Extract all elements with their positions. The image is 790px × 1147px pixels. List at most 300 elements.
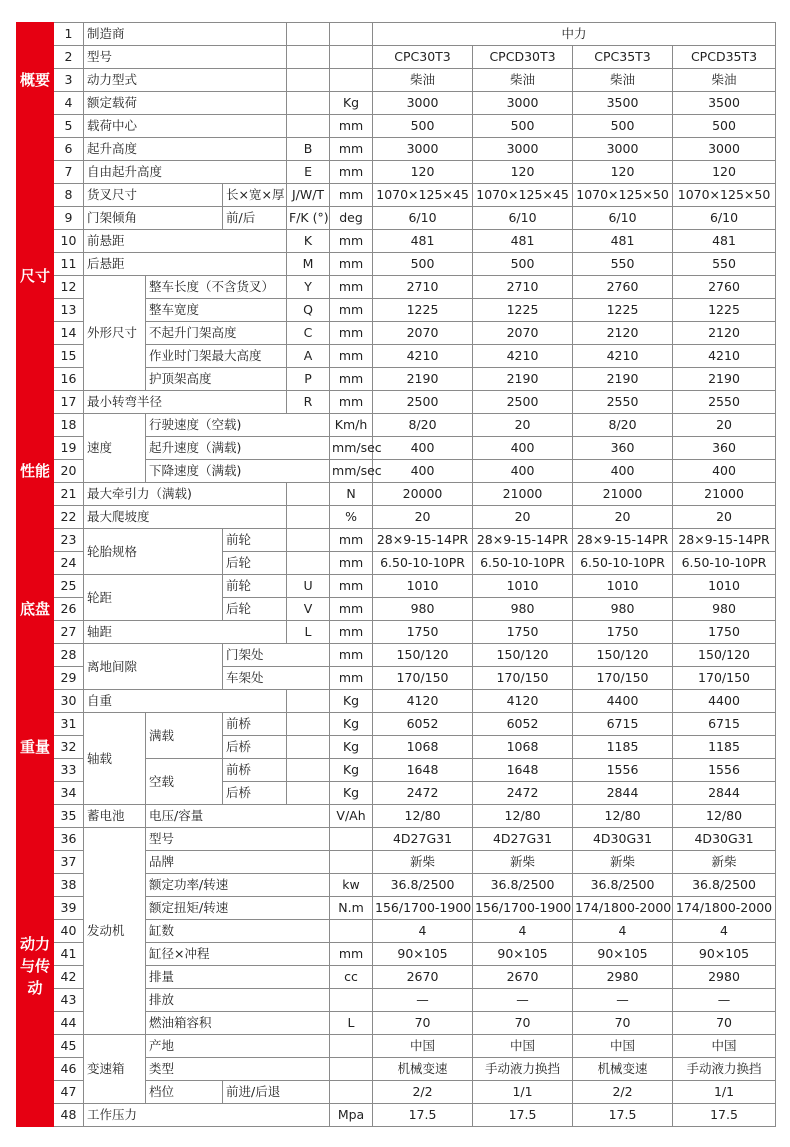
- spec-value: 70: [673, 1012, 776, 1035]
- spec-value: 500: [373, 253, 473, 276]
- spec-table: [16, 22, 776, 1127]
- table-cell: mm: [330, 322, 373, 345]
- row-number: 41: [54, 943, 84, 966]
- spec-value: 174/1800-2000: [673, 897, 776, 920]
- table-cell: 轮距: [84, 575, 223, 621]
- dimension-code: M: [287, 253, 330, 276]
- spec-value: 1070×125×45: [373, 184, 473, 207]
- spec-value: 新柴: [373, 851, 473, 874]
- table-cell: [330, 851, 373, 874]
- spec-value: 4: [673, 920, 776, 943]
- spec-value: 新柴: [473, 851, 573, 874]
- spec-value: 1750: [573, 621, 673, 644]
- spec-value: 174/1800-2000: [573, 897, 673, 920]
- spec-value: 1750: [673, 621, 776, 644]
- spec-value: 3000: [673, 138, 776, 161]
- table-cell: 外形尺寸: [84, 276, 146, 391]
- table-row: [17, 414, 776, 437]
- spec-value: 机械变速: [573, 1058, 673, 1081]
- table-row: [17, 506, 776, 529]
- table-cell: N.m: [330, 897, 373, 920]
- spec-value: 21000: [573, 483, 673, 506]
- table-cell: 额定功率/转速: [146, 874, 330, 897]
- row-number: 4: [54, 92, 84, 115]
- spec-value: 6052: [373, 713, 473, 736]
- model-header: CPC30T3: [373, 46, 473, 69]
- table-cell: [287, 46, 330, 69]
- table-row: [17, 115, 776, 138]
- spec-value: 170/150: [673, 667, 776, 690]
- table-cell: Kg: [330, 690, 373, 713]
- dimension-code: L: [287, 621, 330, 644]
- table-row: [17, 69, 776, 92]
- spec-value: 6052: [473, 713, 573, 736]
- spec-value: 4210: [373, 345, 473, 368]
- spec-value: 150/120: [373, 644, 473, 667]
- row-number: 21: [54, 483, 84, 506]
- dimension-code: K: [287, 230, 330, 253]
- spec-value: 70: [573, 1012, 673, 1035]
- spec-value: 中国: [473, 1035, 573, 1058]
- spec-value: 90×105: [473, 943, 573, 966]
- table-cell: mm: [330, 552, 373, 575]
- table-cell: L: [330, 1012, 373, 1035]
- spec-value: 2120: [673, 322, 776, 345]
- spec-value: 170/150: [473, 667, 573, 690]
- table-row: [17, 161, 776, 184]
- spec-value: 4: [373, 920, 473, 943]
- spec-value: 2550: [673, 391, 776, 414]
- spec-value: 6/10: [573, 207, 673, 230]
- table-cell: 型号: [84, 46, 287, 69]
- table-row: [17, 184, 776, 207]
- spec-value: 4400: [673, 690, 776, 713]
- table-cell: 轮胎规格: [84, 529, 223, 575]
- spec-value: 170/150: [573, 667, 673, 690]
- spec-value: 柴油: [573, 69, 673, 92]
- spec-value: —: [473, 989, 573, 1012]
- table-cell: 品牌: [146, 851, 330, 874]
- spec-value: 3000: [573, 138, 673, 161]
- spec-value: 1010: [573, 575, 673, 598]
- spec-value: 70: [373, 1012, 473, 1035]
- spec-value: 2670: [373, 966, 473, 989]
- row-number: 13: [54, 299, 84, 322]
- table-cell: 行驶速度（空载): [146, 414, 330, 437]
- spec-value: 28×9-15-14PR: [473, 529, 573, 552]
- spec-value: 20000: [373, 483, 473, 506]
- spec-value: 6/10: [373, 207, 473, 230]
- table-cell: 额定扭矩/转速: [146, 897, 330, 920]
- section-performance: 性能: [17, 414, 54, 529]
- table-cell: 最小转弯半径: [84, 391, 287, 414]
- table-cell: 燃油箱容积: [146, 1012, 330, 1035]
- table-cell: [330, 23, 373, 46]
- table-cell: 档位: [146, 1081, 223, 1104]
- spec-value: 中国: [373, 1035, 473, 1058]
- table-cell: 自由起升高度: [84, 161, 287, 184]
- row-number: 31: [54, 713, 84, 736]
- table-cell: 下降速度（满载): [146, 460, 330, 483]
- spec-value: 2980: [673, 966, 776, 989]
- spec-value: 6/10: [673, 207, 776, 230]
- table-cell: kw: [330, 874, 373, 897]
- spec-value: 2/2: [373, 1081, 473, 1104]
- table-cell: 车架处: [223, 667, 330, 690]
- table-row: [17, 46, 776, 69]
- table-cell: Kg: [330, 759, 373, 782]
- table-cell: N: [330, 483, 373, 506]
- table-cell: mm: [330, 184, 373, 207]
- table-row: [17, 230, 776, 253]
- table-cell: 排量: [146, 966, 330, 989]
- model-header: CPCD35T3: [673, 46, 776, 69]
- row-number: 26: [54, 598, 84, 621]
- spec-value: 70: [473, 1012, 573, 1035]
- table-cell: 前/后: [223, 207, 287, 230]
- spec-value: 手动液力换挡: [473, 1058, 573, 1081]
- table-cell: 后轮: [223, 598, 287, 621]
- table-cell: 类型: [146, 1058, 330, 1081]
- spec-value: 90×105: [373, 943, 473, 966]
- spec-value: 481: [673, 230, 776, 253]
- spec-value: 1070×125×50: [573, 184, 673, 207]
- spec-value: 28×9-15-14PR: [373, 529, 473, 552]
- section-weight: 重量: [17, 690, 54, 805]
- row-number: 37: [54, 851, 84, 874]
- spec-value: 8/20: [373, 414, 473, 437]
- spec-value: 1185: [673, 736, 776, 759]
- spec-value: 1/1: [473, 1081, 573, 1104]
- dimension-code: Y: [287, 276, 330, 299]
- dimension-code: R: [287, 391, 330, 414]
- table-cell: mm: [330, 368, 373, 391]
- spec-value: 1225: [673, 299, 776, 322]
- spec-value: 12/80: [673, 805, 776, 828]
- table-cell: [330, 1035, 373, 1058]
- spec-value: 980: [673, 598, 776, 621]
- spec-value: 150/120: [673, 644, 776, 667]
- dimension-code: U: [287, 575, 330, 598]
- table-cell: 起升速度（满载): [146, 437, 330, 460]
- table-cell: [287, 69, 330, 92]
- table-cell: 后悬距: [84, 253, 287, 276]
- spec-value: 中国: [573, 1035, 673, 1058]
- table-cell: mm: [330, 138, 373, 161]
- spec-value: 500: [673, 115, 776, 138]
- spec-value: 2710: [473, 276, 573, 299]
- spec-value: 2190: [473, 368, 573, 391]
- table-cell: 离地间隙: [84, 644, 223, 690]
- spec-value: 1068: [373, 736, 473, 759]
- spec-value: 6/10: [473, 207, 573, 230]
- spec-value: 150/120: [473, 644, 573, 667]
- spec-value: 1070×125×45: [473, 184, 573, 207]
- spec-value: 1010: [473, 575, 573, 598]
- table-cell: [287, 552, 330, 575]
- spec-value: 2472: [473, 782, 573, 805]
- table-cell: [287, 23, 330, 46]
- spec-value: 500: [473, 115, 573, 138]
- row-number: 22: [54, 506, 84, 529]
- table-row: [17, 713, 776, 736]
- table-cell: [287, 690, 330, 713]
- spec-value: 400: [573, 460, 673, 483]
- dimension-code: P: [287, 368, 330, 391]
- table-cell: 满载: [146, 713, 223, 759]
- dimension-code: V: [287, 598, 330, 621]
- table-cell: mm: [330, 345, 373, 368]
- spec-value: 17.5: [473, 1104, 573, 1127]
- spec-value: 中国: [673, 1035, 776, 1058]
- spec-value: 156/1700-1900: [473, 897, 573, 920]
- table-cell: mm: [330, 115, 373, 138]
- spec-value: 90×105: [673, 943, 776, 966]
- table-row: [17, 483, 776, 506]
- spec-value: 156/1700-1900: [373, 897, 473, 920]
- row-number: 14: [54, 322, 84, 345]
- dimension-code: Q: [287, 299, 330, 322]
- spec-value: 500: [373, 115, 473, 138]
- table-cell: mm: [330, 230, 373, 253]
- table-cell: 型号: [146, 828, 330, 851]
- spec-value: 1750: [373, 621, 473, 644]
- table-cell: mm: [330, 943, 373, 966]
- spec-value: 4D30G31: [573, 828, 673, 851]
- spec-value: 新柴: [573, 851, 673, 874]
- row-number: 17: [54, 391, 84, 414]
- spec-value: 2710: [373, 276, 473, 299]
- table-row: [17, 207, 776, 230]
- spec-value: 2844: [573, 782, 673, 805]
- spec-value: 1010: [373, 575, 473, 598]
- table-cell: Kg: [330, 782, 373, 805]
- spec-value: 120: [373, 161, 473, 184]
- spec-value: 4210: [573, 345, 673, 368]
- table-cell: mm/sec: [330, 437, 373, 460]
- spec-value: 柴油: [373, 69, 473, 92]
- table-row: [17, 529, 776, 552]
- table-cell: [330, 1058, 373, 1081]
- spec-value: 36.8/2500: [473, 874, 573, 897]
- spec-value: 400: [673, 460, 776, 483]
- table-cell: 产地: [146, 1035, 330, 1058]
- table-cell: 后轮: [223, 552, 287, 575]
- row-number: 29: [54, 667, 84, 690]
- table-row: [17, 575, 776, 598]
- table-cell: 工作压力: [84, 1104, 330, 1127]
- table-cell: Km/h: [330, 414, 373, 437]
- row-number: 9: [54, 207, 84, 230]
- table-cell: 前悬距: [84, 230, 287, 253]
- table-cell: 发动机: [84, 828, 146, 1035]
- table-cell: [330, 69, 373, 92]
- model-header: CPC35T3: [573, 46, 673, 69]
- table-cell: 空载: [146, 759, 223, 805]
- spec-value: 1225: [473, 299, 573, 322]
- spec-value: 6.50-10-10PR: [573, 552, 673, 575]
- spec-value: 4D30G31: [673, 828, 776, 851]
- spec-value: 4D27G31: [373, 828, 473, 851]
- row-number: 1: [54, 23, 84, 46]
- table-cell: V/Ah: [330, 805, 373, 828]
- table-cell: mm: [330, 598, 373, 621]
- table-cell: [330, 46, 373, 69]
- spec-value: 20: [673, 414, 776, 437]
- table-row: [17, 690, 776, 713]
- table-cell: 最大牵引力（满载): [84, 483, 287, 506]
- table-cell: 货叉尺寸: [84, 184, 223, 207]
- spec-value: 6715: [573, 713, 673, 736]
- dimension-code: B: [287, 138, 330, 161]
- table-cell: 门架倾角: [84, 207, 223, 230]
- table-row: [17, 391, 776, 414]
- spec-value: 8/20: [573, 414, 673, 437]
- table-row: [17, 92, 776, 115]
- spec-value: —: [673, 989, 776, 1012]
- spec-value: 20: [473, 506, 573, 529]
- table-cell: mm: [330, 276, 373, 299]
- spec-value: 2500: [473, 391, 573, 414]
- spec-value: 980: [473, 598, 573, 621]
- table-cell: [287, 115, 330, 138]
- spec-value: 4120: [473, 690, 573, 713]
- spec-value: 1070×125×50: [673, 184, 776, 207]
- spec-value: 120: [673, 161, 776, 184]
- table-cell: mm: [330, 667, 373, 690]
- row-number: 45: [54, 1035, 84, 1058]
- row-number: 8: [54, 184, 84, 207]
- spec-value: 20: [573, 506, 673, 529]
- spec-value: 4210: [673, 345, 776, 368]
- table-cell: [287, 529, 330, 552]
- spec-value: 6.50-10-10PR: [373, 552, 473, 575]
- table-cell: 排放: [146, 989, 330, 1012]
- spec-value: 4D27G31: [473, 828, 573, 851]
- spec-value: 170/150: [373, 667, 473, 690]
- spec-value: 机械变速: [373, 1058, 473, 1081]
- spec-value: 360: [573, 437, 673, 460]
- model-header: CPCD30T3: [473, 46, 573, 69]
- row-number: 35: [54, 805, 84, 828]
- table-cell: 不起升门架高度: [146, 322, 287, 345]
- table-row: [17, 621, 776, 644]
- row-number: 47: [54, 1081, 84, 1104]
- spec-value: 28×9-15-14PR: [673, 529, 776, 552]
- spec-value: 400: [373, 437, 473, 460]
- row-number: 32: [54, 736, 84, 759]
- row-number: 40: [54, 920, 84, 943]
- table-cell: %: [330, 506, 373, 529]
- table-cell: 蓄电池: [84, 805, 146, 828]
- spec-value: 500: [573, 115, 673, 138]
- spec-value: 3500: [673, 92, 776, 115]
- spec-value: 1648: [473, 759, 573, 782]
- spec-value: 2120: [573, 322, 673, 345]
- spec-value: 120: [473, 161, 573, 184]
- table-cell: [287, 483, 330, 506]
- table-cell: 护顶架高度: [146, 368, 287, 391]
- dimension-code: C: [287, 322, 330, 345]
- table-cell: [287, 782, 330, 805]
- spec-value: 20: [473, 414, 573, 437]
- spec-value: 481: [373, 230, 473, 253]
- table-cell: mm: [330, 299, 373, 322]
- spec-value: 400: [473, 460, 573, 483]
- row-number: 11: [54, 253, 84, 276]
- spec-value: 2550: [573, 391, 673, 414]
- table-cell: mm: [330, 253, 373, 276]
- table-row: [17, 1104, 776, 1127]
- table-cell: mm: [330, 644, 373, 667]
- table-row: [17, 253, 776, 276]
- table-cell: 轴载: [84, 713, 146, 805]
- row-number: 12: [54, 276, 84, 299]
- dimension-code: E: [287, 161, 330, 184]
- table-row: [17, 23, 776, 46]
- spec-value: 36.8/2500: [573, 874, 673, 897]
- table-cell: 前桥: [223, 713, 287, 736]
- table-cell: 起升高度: [84, 138, 287, 161]
- table-cell: 自重: [84, 690, 287, 713]
- spec-value: 1225: [373, 299, 473, 322]
- table-cell: 前进/后退: [223, 1081, 330, 1104]
- row-number: 48: [54, 1104, 84, 1127]
- spec-value: 550: [573, 253, 673, 276]
- spec-value: 20: [673, 506, 776, 529]
- spec-value: 2190: [373, 368, 473, 391]
- table-cell: [287, 92, 330, 115]
- row-number: 34: [54, 782, 84, 805]
- row-number: 20: [54, 460, 84, 483]
- spec-value: 6.50-10-10PR: [673, 552, 776, 575]
- table-cell: Kg: [330, 736, 373, 759]
- spec-value: 手动液力换挡: [673, 1058, 776, 1081]
- table-cell: mm: [330, 621, 373, 644]
- dimension-code: F/K (°): [287, 207, 330, 230]
- row-number: 33: [54, 759, 84, 782]
- spec-value: 36.8/2500: [673, 874, 776, 897]
- spec-value: 400: [373, 460, 473, 483]
- spec-value: 3000: [473, 92, 573, 115]
- table-cell: deg: [330, 207, 373, 230]
- manufacturer-value: 中力: [373, 23, 776, 46]
- spec-value: 2670: [473, 966, 573, 989]
- row-number: 39: [54, 897, 84, 920]
- spec-value: 28×9-15-14PR: [573, 529, 673, 552]
- spec-value: 120: [573, 161, 673, 184]
- row-number: 43: [54, 989, 84, 1012]
- spec-value: 360: [673, 437, 776, 460]
- table-cell: 前轮: [223, 575, 287, 598]
- section-dimensions: 尺寸: [17, 138, 54, 414]
- table-cell: 轴距: [84, 621, 287, 644]
- spec-value: —: [373, 989, 473, 1012]
- table-cell: Kg: [330, 713, 373, 736]
- row-number: 28: [54, 644, 84, 667]
- spec-value: 1556: [673, 759, 776, 782]
- table-cell: 额定载荷: [84, 92, 287, 115]
- table-cell: 制造商: [84, 23, 287, 46]
- spec-value: 1/1: [673, 1081, 776, 1104]
- table-cell: 电压/容量: [146, 805, 330, 828]
- table-cell: [330, 828, 373, 851]
- spec-value: 4210: [473, 345, 573, 368]
- table-cell: Mpa: [330, 1104, 373, 1127]
- row-number: 30: [54, 690, 84, 713]
- table-cell: 整车宽度: [146, 299, 287, 322]
- spec-value: 3000: [473, 138, 573, 161]
